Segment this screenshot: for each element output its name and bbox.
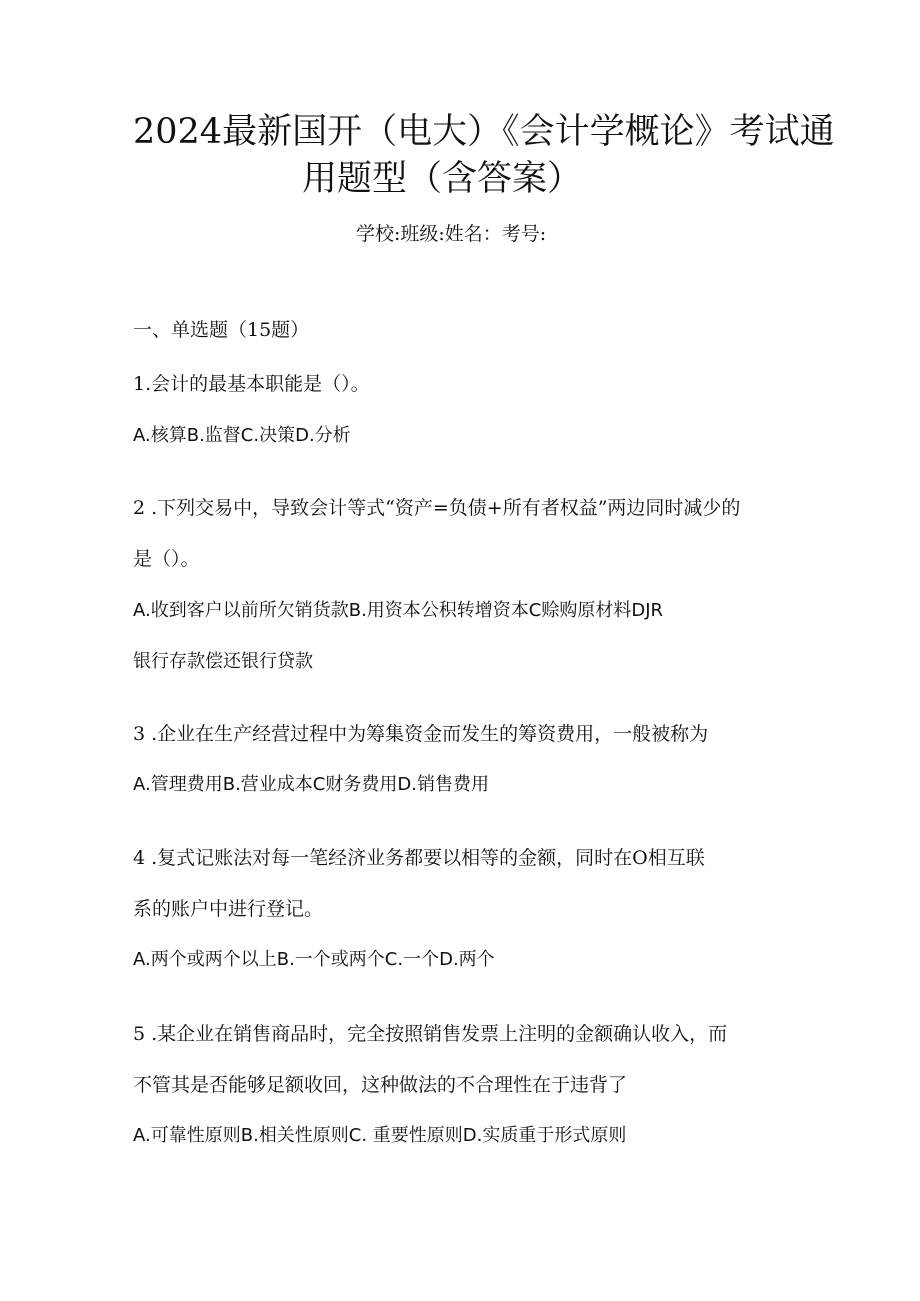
- question-5-options: A.可靠性原则B.相关性原则C. 重要性原则D.实质重于形式原则: [133, 1125, 627, 1146]
- question-2-options-line-2: 银行存款偿还银行贷款: [133, 651, 313, 672]
- question-3-options: A.管理费用B.营业成本C财务费用D.销售费用: [133, 774, 489, 795]
- section-heading: 一、单选题（15题）: [133, 319, 310, 341]
- question-1-options: A.核算B.监督C.决策D.分析: [133, 425, 351, 446]
- document-title-line-1: 2024最新国开（电大）《会计学概论》考试通: [133, 112, 835, 152]
- question-5-stem-line-2: 不管其是否能够足额收回，这种做法的不合理性在于违背了: [133, 1074, 628, 1096]
- question-4-options: A.两个或两个以上B.一个或两个C.一个D.两个: [133, 949, 495, 970]
- question-4-stem-line-2: 系的账户中进行登记。: [133, 898, 324, 920]
- exam-info-line: 学校:班级:姓名：考号:: [356, 223, 547, 245]
- question-2-options-line-1: A.收到客户以前所欠销货款B.用资本公积转增资本C赊购原材料DJR: [133, 600, 664, 621]
- question-4-stem-line-1: 4 .复式记账法对每一笔经济业务都要以相等的金额，同时在O相互联: [133, 847, 705, 869]
- question-2-stem-line-1: 2 .下列交易中，导致会计等式“资产=负债+所有者权益”两边同时减少的: [133, 497, 741, 519]
- question-3-stem: 3 .企业在生产经营过程中为筹集资金而发生的筹资费用，一般被称为: [133, 723, 709, 745]
- question-2-stem-line-2: 是（）。: [133, 548, 200, 570]
- document-title-line-2: 用题型（含答案）: [302, 159, 583, 199]
- question-1-stem: 1.会计的最基本职能是（）。: [133, 373, 370, 395]
- question-5-stem-line-1: 5 .某企业在销售商品时，完全按照销售发票上注明的金额确认收入，而: [133, 1023, 728, 1045]
